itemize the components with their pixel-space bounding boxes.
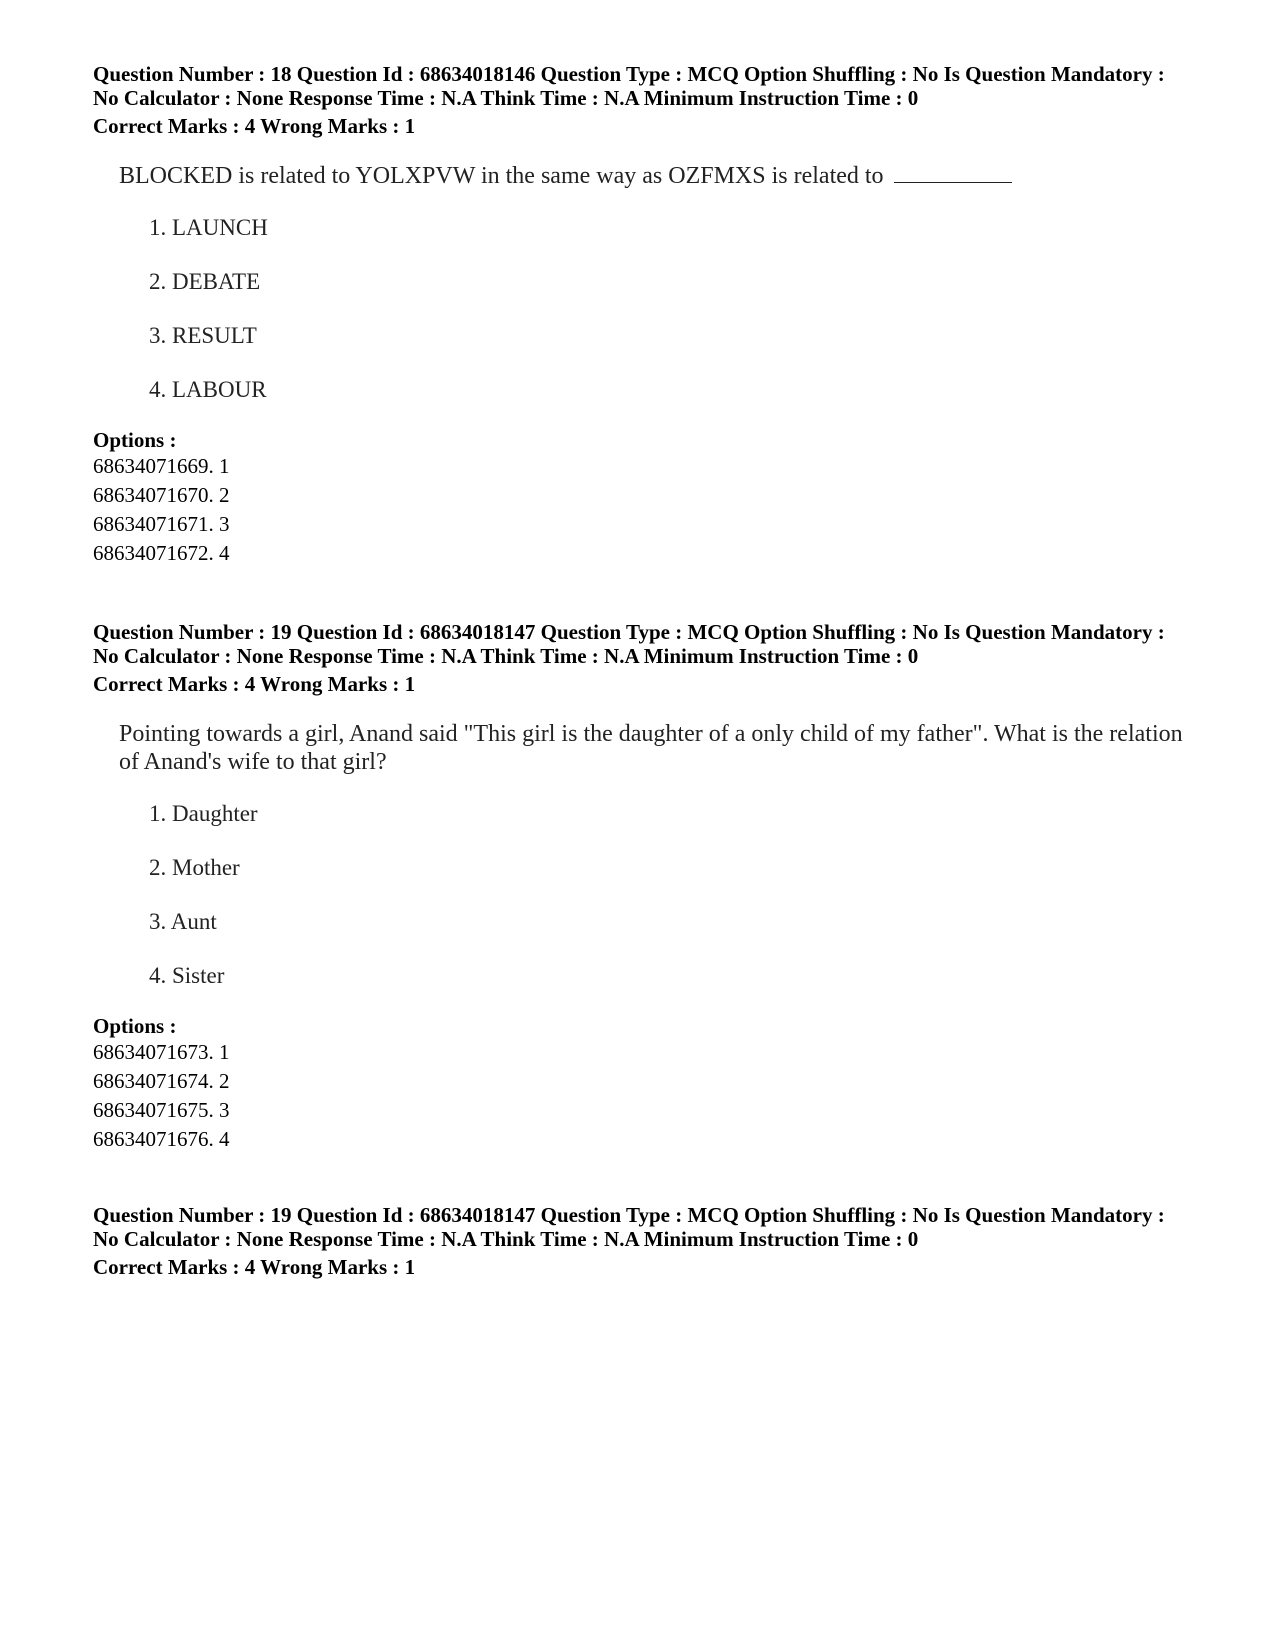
option-id: 68634071674. 2 bbox=[93, 1069, 230, 1093]
option-id: 68634071670. 2 bbox=[93, 483, 230, 507]
choice-item: 2. DEBATE bbox=[149, 269, 261, 294]
question-stem-text: BLOCKED is related to YOLXPVW in the same way as OZFMXS is related to bbox=[119, 163, 884, 189]
option-id: 68634071676. 4 bbox=[93, 1127, 230, 1151]
question-meta-line-2: No Calculator : None Response Time : N.A Think Time : N.A Minimum Instruction Time : 0 bbox=[93, 1227, 919, 1251]
options-heading: Options : bbox=[93, 428, 177, 452]
question-meta-line-1: Question Number : 19 Question Id : 68634018147 Question Type : MCQ Option Shuffling : No Is Question Mandatory : bbox=[93, 1203, 1165, 1227]
option-id: 68634071672. 4 bbox=[93, 541, 230, 565]
choice-item: 3. RESULT bbox=[149, 323, 257, 348]
question-stem: Pointing towards a girl, Anand said "This girl is the daughter of a only child of my father". What is the relation of Anand's wife to that girl? bbox=[119, 721, 1183, 775]
question-meta-line-1: Question Number : 18 Question Id : 68634018146 Question Type : MCQ Option Shuffling : No Is Question Mandatory : bbox=[93, 62, 1165, 86]
marks-line: Correct Marks : 4 Wrong Marks : 1 bbox=[93, 114, 416, 138]
marks-line: Correct Marks : 4 Wrong Marks : 1 bbox=[93, 1255, 416, 1279]
question-block bbox=[93, 62, 1189, 568]
choice-item: 3. Aunt bbox=[149, 909, 217, 934]
marks-line: Correct Marks : 4 Wrong Marks : 1 bbox=[93, 672, 416, 696]
answer-blank bbox=[894, 162, 1012, 183]
choice-item: 1. Daughter bbox=[149, 801, 258, 826]
question-meta-line-2: No Calculator : None Response Time : N.A Think Time : N.A Minimum Instruction Time : 0 bbox=[93, 86, 919, 110]
option-id: 68634071671. 3 bbox=[93, 512, 230, 536]
question-stem bbox=[119, 162, 1189, 190]
question-block bbox=[93, 620, 1189, 1154]
choice-list bbox=[149, 214, 1189, 404]
option-id: 68634071673. 1 bbox=[93, 1040, 230, 1064]
choice-item: 2. Mother bbox=[149, 855, 240, 880]
choice-item: 4. LABOUR bbox=[149, 377, 267, 402]
options-heading: Options : bbox=[93, 1014, 177, 1038]
option-id: 68634071669. 1 bbox=[93, 454, 230, 478]
choice-item: 1. LAUNCH bbox=[149, 215, 268, 240]
choice-list bbox=[149, 800, 1189, 990]
question-block bbox=[93, 1203, 1165, 1279]
question-meta-line-1: Question Number : 19 Question Id : 68634018147 Question Type : MCQ Option Shuffling : No Is Question Mandatory : bbox=[93, 620, 1165, 644]
choice-item: 4. Sister bbox=[149, 963, 225, 988]
option-id: 68634071675. 3 bbox=[93, 1098, 230, 1122]
question-meta-line-2: No Calculator : None Response Time : N.A Think Time : N.A Minimum Instruction Time : 0 bbox=[93, 644, 919, 668]
